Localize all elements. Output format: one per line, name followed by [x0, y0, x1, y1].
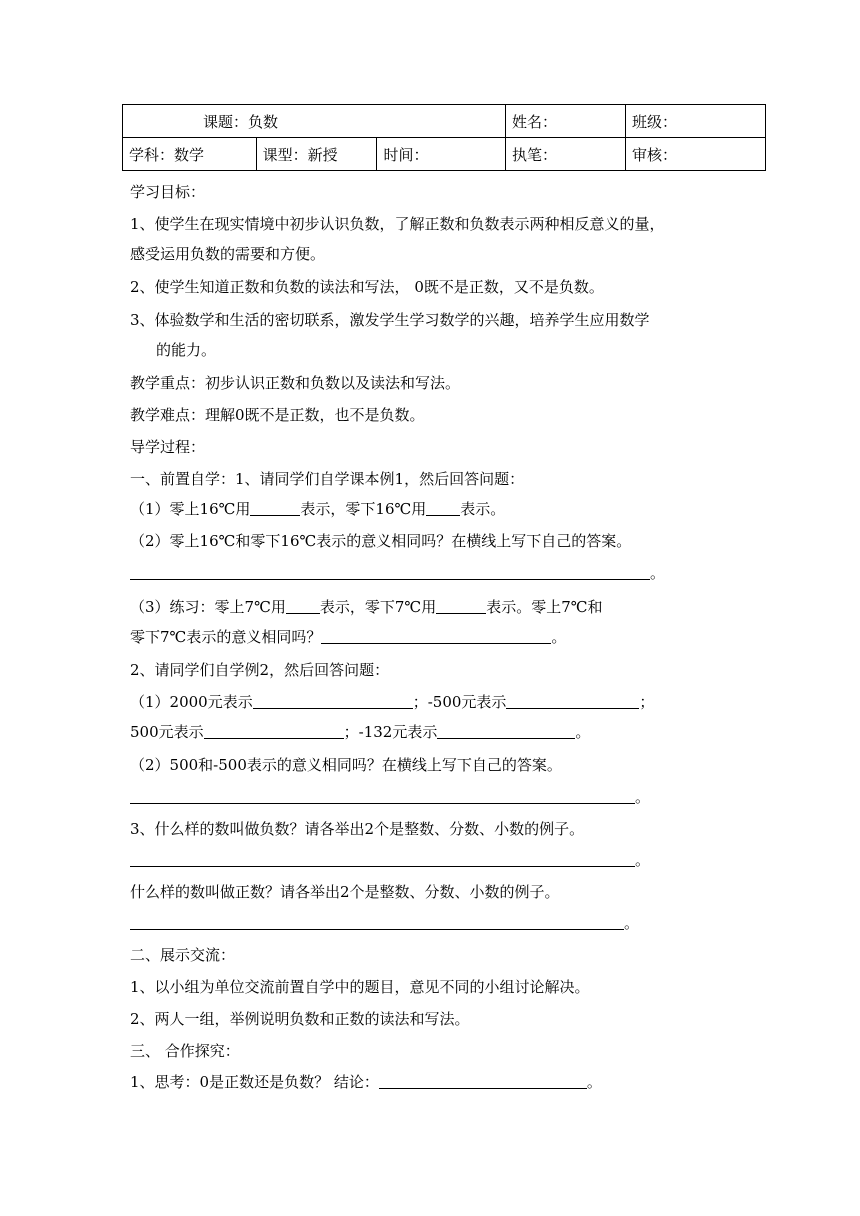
s3q1-text-a: 1、思考：0是正数还是负数？ 结论： — [130, 1073, 379, 1091]
time-cell: 时间： — [377, 138, 506, 171]
header-row-1 — [123, 105, 766, 138]
answer-blank[interactable] — [130, 851, 635, 867]
period: 。 — [624, 914, 640, 932]
q3-text-b: 表示，零下7℃用 — [319, 598, 437, 616]
section2-item-2: 2、两人一组，举例说明负数和正数的读法和写法。 — [130, 1010, 470, 1028]
q1-text-a: （1）零上16℃用 — [130, 500, 251, 518]
header-table — [122, 104, 766, 171]
p2q1-text-e: ；-132元表示 — [343, 723, 438, 741]
question-2-1 — [130, 692, 654, 712]
answer-line-3 — [130, 850, 650, 870]
answer-blank[interactable] — [436, 598, 486, 614]
question-2-2: （2）500和-500表示的意义相同吗？在横线上写下自己的答案。 — [130, 756, 562, 774]
answer-blank[interactable] — [130, 564, 650, 580]
answer-line-4 — [130, 913, 639, 933]
q3-text-d: 零下7℃表示的意义相同吗？ — [130, 628, 322, 646]
key-point: 教学重点：初步认识正数和负数以及读法和写法。 — [130, 374, 461, 392]
question-1-1 — [130, 499, 505, 519]
question-3b: 什么样的数叫做正数？请各举出2个是整数、分数、小数的例子。 — [130, 883, 560, 901]
answer-line-2 — [130, 787, 650, 807]
answer-line-1 — [130, 563, 665, 583]
answer-blank[interactable] — [130, 914, 624, 930]
type-cell: 课型：新授 — [256, 138, 377, 171]
question-1-3 — [130, 597, 603, 617]
answer-blank[interactable] — [506, 693, 639, 709]
goals-title: 学习目标： — [130, 183, 206, 201]
answer-blank[interactable] — [253, 693, 413, 709]
period: 。 — [650, 564, 666, 582]
q3-text-a: （3）练习：零上7℃用 — [130, 598, 286, 616]
goal-1a: 1、使学生在现实情境中初步认识负数，了解正数和负数表示两种相反意义的量， — [130, 215, 665, 233]
topic-cell: 课题：负数 — [123, 105, 506, 138]
answer-blank[interactable] — [321, 628, 551, 644]
subject-cell: 学科：数学 — [123, 138, 257, 171]
question-3: 3、什么样的数叫做负数？请各举出2个是整数、分数、小数的例子。 — [130, 820, 585, 838]
reviewer-cell: 审核： — [626, 138, 766, 171]
class-cell: 班级： — [626, 105, 766, 138]
period: 。 — [635, 788, 651, 806]
question-2-1-cont — [130, 722, 590, 742]
period: 。 — [575, 723, 591, 741]
p2q1-text-c: ； — [639, 693, 655, 711]
answer-blank[interactable] — [426, 500, 460, 516]
goal-2: 2、使学生知道正数和负数的读法和写法， 0既不是正数，又不是负数。 — [130, 278, 604, 296]
author-cell: 执笔： — [506, 138, 626, 171]
p2q1-text-b: ；-500元表示 — [412, 693, 507, 711]
answer-blank[interactable] — [379, 1073, 587, 1089]
section3-title: 三、 合作探究： — [130, 1042, 240, 1060]
name-cell: 姓名： — [506, 105, 626, 138]
q3-text-c: 表示。零上7℃和 — [486, 598, 603, 616]
process-title: 导学过程： — [130, 438, 206, 456]
q1-text-b: 表示，零下16℃用 — [300, 500, 427, 518]
answer-blank[interactable] — [130, 788, 635, 804]
difficulty: 教学难点：理解0既不是正数，也不是负数。 — [130, 406, 425, 424]
section1-title: 一、前置自学：1、请同学们自学课本例1，然后回答问题： — [130, 470, 525, 488]
header-row-2 — [123, 138, 766, 171]
p2q1-text-d: 500元表示 — [130, 723, 204, 741]
question-1-2: （2）零上16℃和零下16℃表示的意义相同吗？在横线上写下自己的答案。 — [130, 532, 632, 550]
answer-blank[interactable] — [250, 500, 300, 516]
p2q1-text-a: （1）2000元表示 — [130, 693, 253, 711]
answer-blank[interactable] — [437, 723, 575, 739]
section3-question-1 — [130, 1072, 602, 1092]
period: 。 — [635, 851, 651, 869]
answer-blank[interactable] — [286, 598, 320, 614]
goal-3b: 的能力。 — [156, 341, 217, 359]
question-1-3-cont — [130, 627, 566, 647]
period: 。 — [551, 628, 567, 646]
section2-item-1: 1、以小组为单位交流前置自学中的题目，意见不同的小组讨论解决。 — [130, 978, 590, 996]
part-2-title: 2、请同学们自学例2，然后回答问题： — [130, 661, 390, 679]
goal-3a: 3、体验数学和生活的密切联系，激发学生学习数学的兴趣，培养学生应用数学 — [130, 311, 650, 329]
section2-title: 二、展示交流： — [130, 946, 236, 964]
period: 。 — [586, 1073, 602, 1091]
q1-text-c: 表示。 — [460, 500, 506, 518]
goal-1b: 感受运用负数的需要和方便。 — [130, 245, 326, 263]
answer-blank[interactable] — [204, 723, 344, 739]
